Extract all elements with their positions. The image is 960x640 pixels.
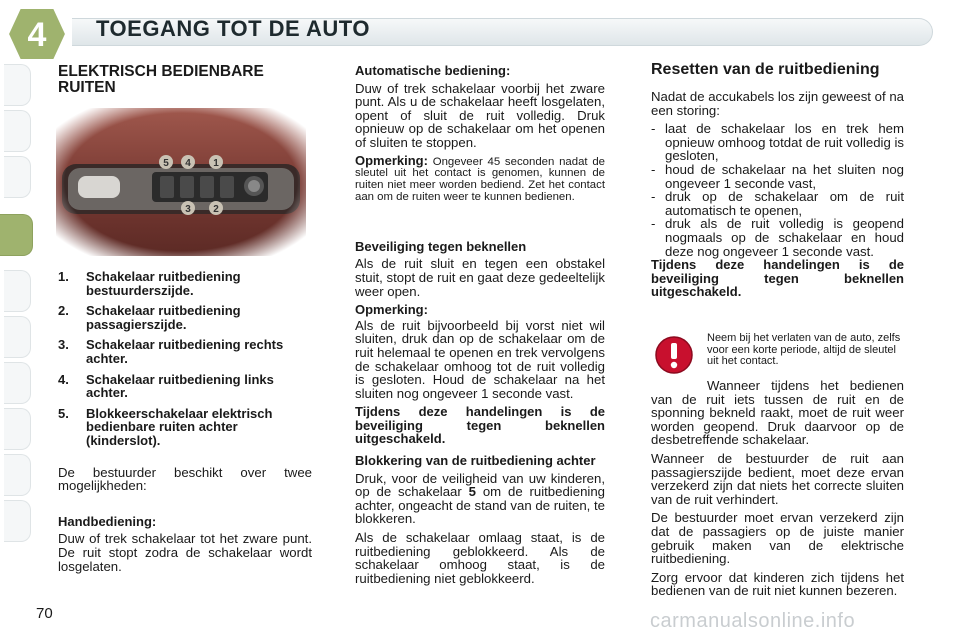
subheading: Beveiliging tegen beknellen	[355, 238, 527, 254]
section-title: Resetten van de ruitbediening	[651, 61, 880, 78]
body-text: Zorg ervoor dat kinderen zich tijdens het bedienen van de ruit niet kunnen bezeren.	[651, 569, 904, 599]
chapter-tab[interactable]	[4, 454, 31, 496]
body-text: Als de ruit bijvoorbeeld bij vorst niet wil sluiten, druk dan op de schakelaar om de ruit helemaal te openen en trek vervolgens de schakelaar omhoog tot de ruit volledig is gesloten. Houd de schakelaar na het sluiten nog ongeveer 1 seconde vast.	[355, 317, 605, 401]
legend-list	[58, 270, 312, 448]
subheading: Handbediening:	[58, 513, 157, 529]
body-text: Wanneer de bestuurder de ruit aan passagierszijde bedient, moet deze ervan verzekerd zijn dat niets het correcte sluiten van de ruit verhindert.	[651, 450, 904, 507]
body-text: Druk, voor de veiligheid van uw kinderen, op de schakelaar 5 om de ruitbediening achter, ongeacht de stand van de ruiten, te blokkeren.	[355, 470, 606, 527]
body-text: Duw of trek schakelaar tot het zware punt. De ruit stopt zodra de schakelaar wordt losgelaten.	[58, 531, 312, 574]
right-column	[651, 62, 904, 304]
list-item: - laat de schakelaar los en trek hem opnieuw omhoog totdat de ruit volledig is gesloten,	[651, 121, 904, 164]
chapter-tab-active[interactable]	[0, 214, 33, 256]
page-number: 70	[36, 605, 53, 622]
list-item: 5. Blokkeerschakelaar elektrisch bedienbare ruiten achter (kinderslot).	[58, 405, 273, 448]
section-title: ELEKTRISCH BEDIENBARE RUITEN	[58, 63, 264, 96]
body-text: Als de ruit sluit en tegen een obstakel stuit, stopt de ruit en gaat deze gedeeltelijk weer open.	[355, 256, 605, 299]
steps-list	[651, 122, 904, 258]
chapter-badge	[6, 6, 68, 62]
body-text: Nadat de accukabels los zijn geweest of na een storing:	[651, 89, 904, 118]
safety-note: Neem bij het verlaten van de auto, zelfs voor een korte periode, altijd de sleutel uit het contact.	[707, 332, 901, 368]
list-item: 3. Schakelaar ruitbediening rechts achter.	[58, 337, 284, 366]
legend-column	[58, 270, 312, 578]
body-text: Als de schakelaar omlaag staat, is de ruitbediening geblokkeerd. Als de schakelaar omhoog staat, is de ruitbediening niet geblokkeerd.	[355, 530, 605, 586]
chapter-tab[interactable]	[4, 362, 31, 404]
chapter-tab[interactable]	[4, 64, 31, 106]
right-column-lower	[651, 379, 904, 603]
body-text: Wanneer tijdens het bedienen van de ruit iets tussen de ruit en de sponning bekneld raakt, moet de ruit weer worden geopend. Druk daarvoor op de desbetreffende schakelaar.	[651, 378, 904, 448]
chapter-tab[interactable]	[4, 110, 31, 152]
chapter-tab[interactable]	[4, 270, 31, 312]
chapter-number: 4	[27, 16, 47, 54]
list-item: 4. Schakelaar ruitbediening links achter.	[58, 371, 274, 401]
list-item: - houd de schakelaar na het sluiten nog ongeveer 1 seconde vast,	[651, 161, 904, 191]
list-item: 2. Schakelaar ruitbediening passagierszijde.	[58, 303, 241, 332]
warning-text: Tijdens deze handelingen is de beveiliging tegen beknellen uitgeschakeld.	[355, 404, 605, 447]
page-title: TOEGANG TOT DE AUTO	[96, 16, 370, 41]
chapter-tab[interactable]	[4, 408, 31, 450]
remark-text: Opmerking: Ongeveer 45 seconden nadat de sleutel uit het contact is genomen, kunnen de ruiten niet meer worden bediend. Zet het contact aan om de ruiten weer te kunnen bedienen.	[355, 152, 605, 203]
body-text: De bestuurder moet ervan verzekerd zijn dat de passagiers op de juiste manier gebruik maken van de elektrische ruitbediening.	[651, 510, 904, 567]
chapter-tab[interactable]	[4, 316, 31, 358]
watermark: carmanualsonline.info	[650, 610, 856, 632]
subheading: Blokkering van de ruitbediening achter	[355, 453, 596, 469]
left-column	[58, 64, 312, 95]
list-item: 1. Schakelaar ruitbediening bestuurderszijde.	[58, 269, 241, 298]
chapter-tab-strip	[0, 64, 34, 584]
warning-icon	[654, 335, 694, 375]
intro-text: De bestuurder beschikt over twee mogelijkheden:	[58, 464, 312, 494]
chapter-tab[interactable]	[4, 500, 31, 542]
list-item: - druk als de ruit volledig is geopend nogmaals op de schakelaar en houd deze nog ongeveer 1 seconde vast.	[651, 216, 904, 259]
warning-text: Tijdens deze handelingen is de beveiliging tegen beknellen uitgeschakeld.	[651, 257, 904, 300]
subheading: Opmerking:	[355, 302, 428, 318]
list-item: - druk op de schakelaar om de ruit automatisch te openen,	[651, 189, 904, 218]
middle-column	[355, 64, 605, 590]
body-text: Duw of trek schakelaar voorbij het zware punt. Als u de schakelaar heeft losgelaten, opent of sluit de ruit volledig. Druk opnieuw op de schakelaar om het openen of sluiten te stoppen.	[355, 80, 605, 150]
chapter-tab[interactable]	[4, 156, 31, 198]
subheading: Automatische bediening:	[355, 63, 511, 78]
window-switch-photo	[56, 108, 306, 256]
